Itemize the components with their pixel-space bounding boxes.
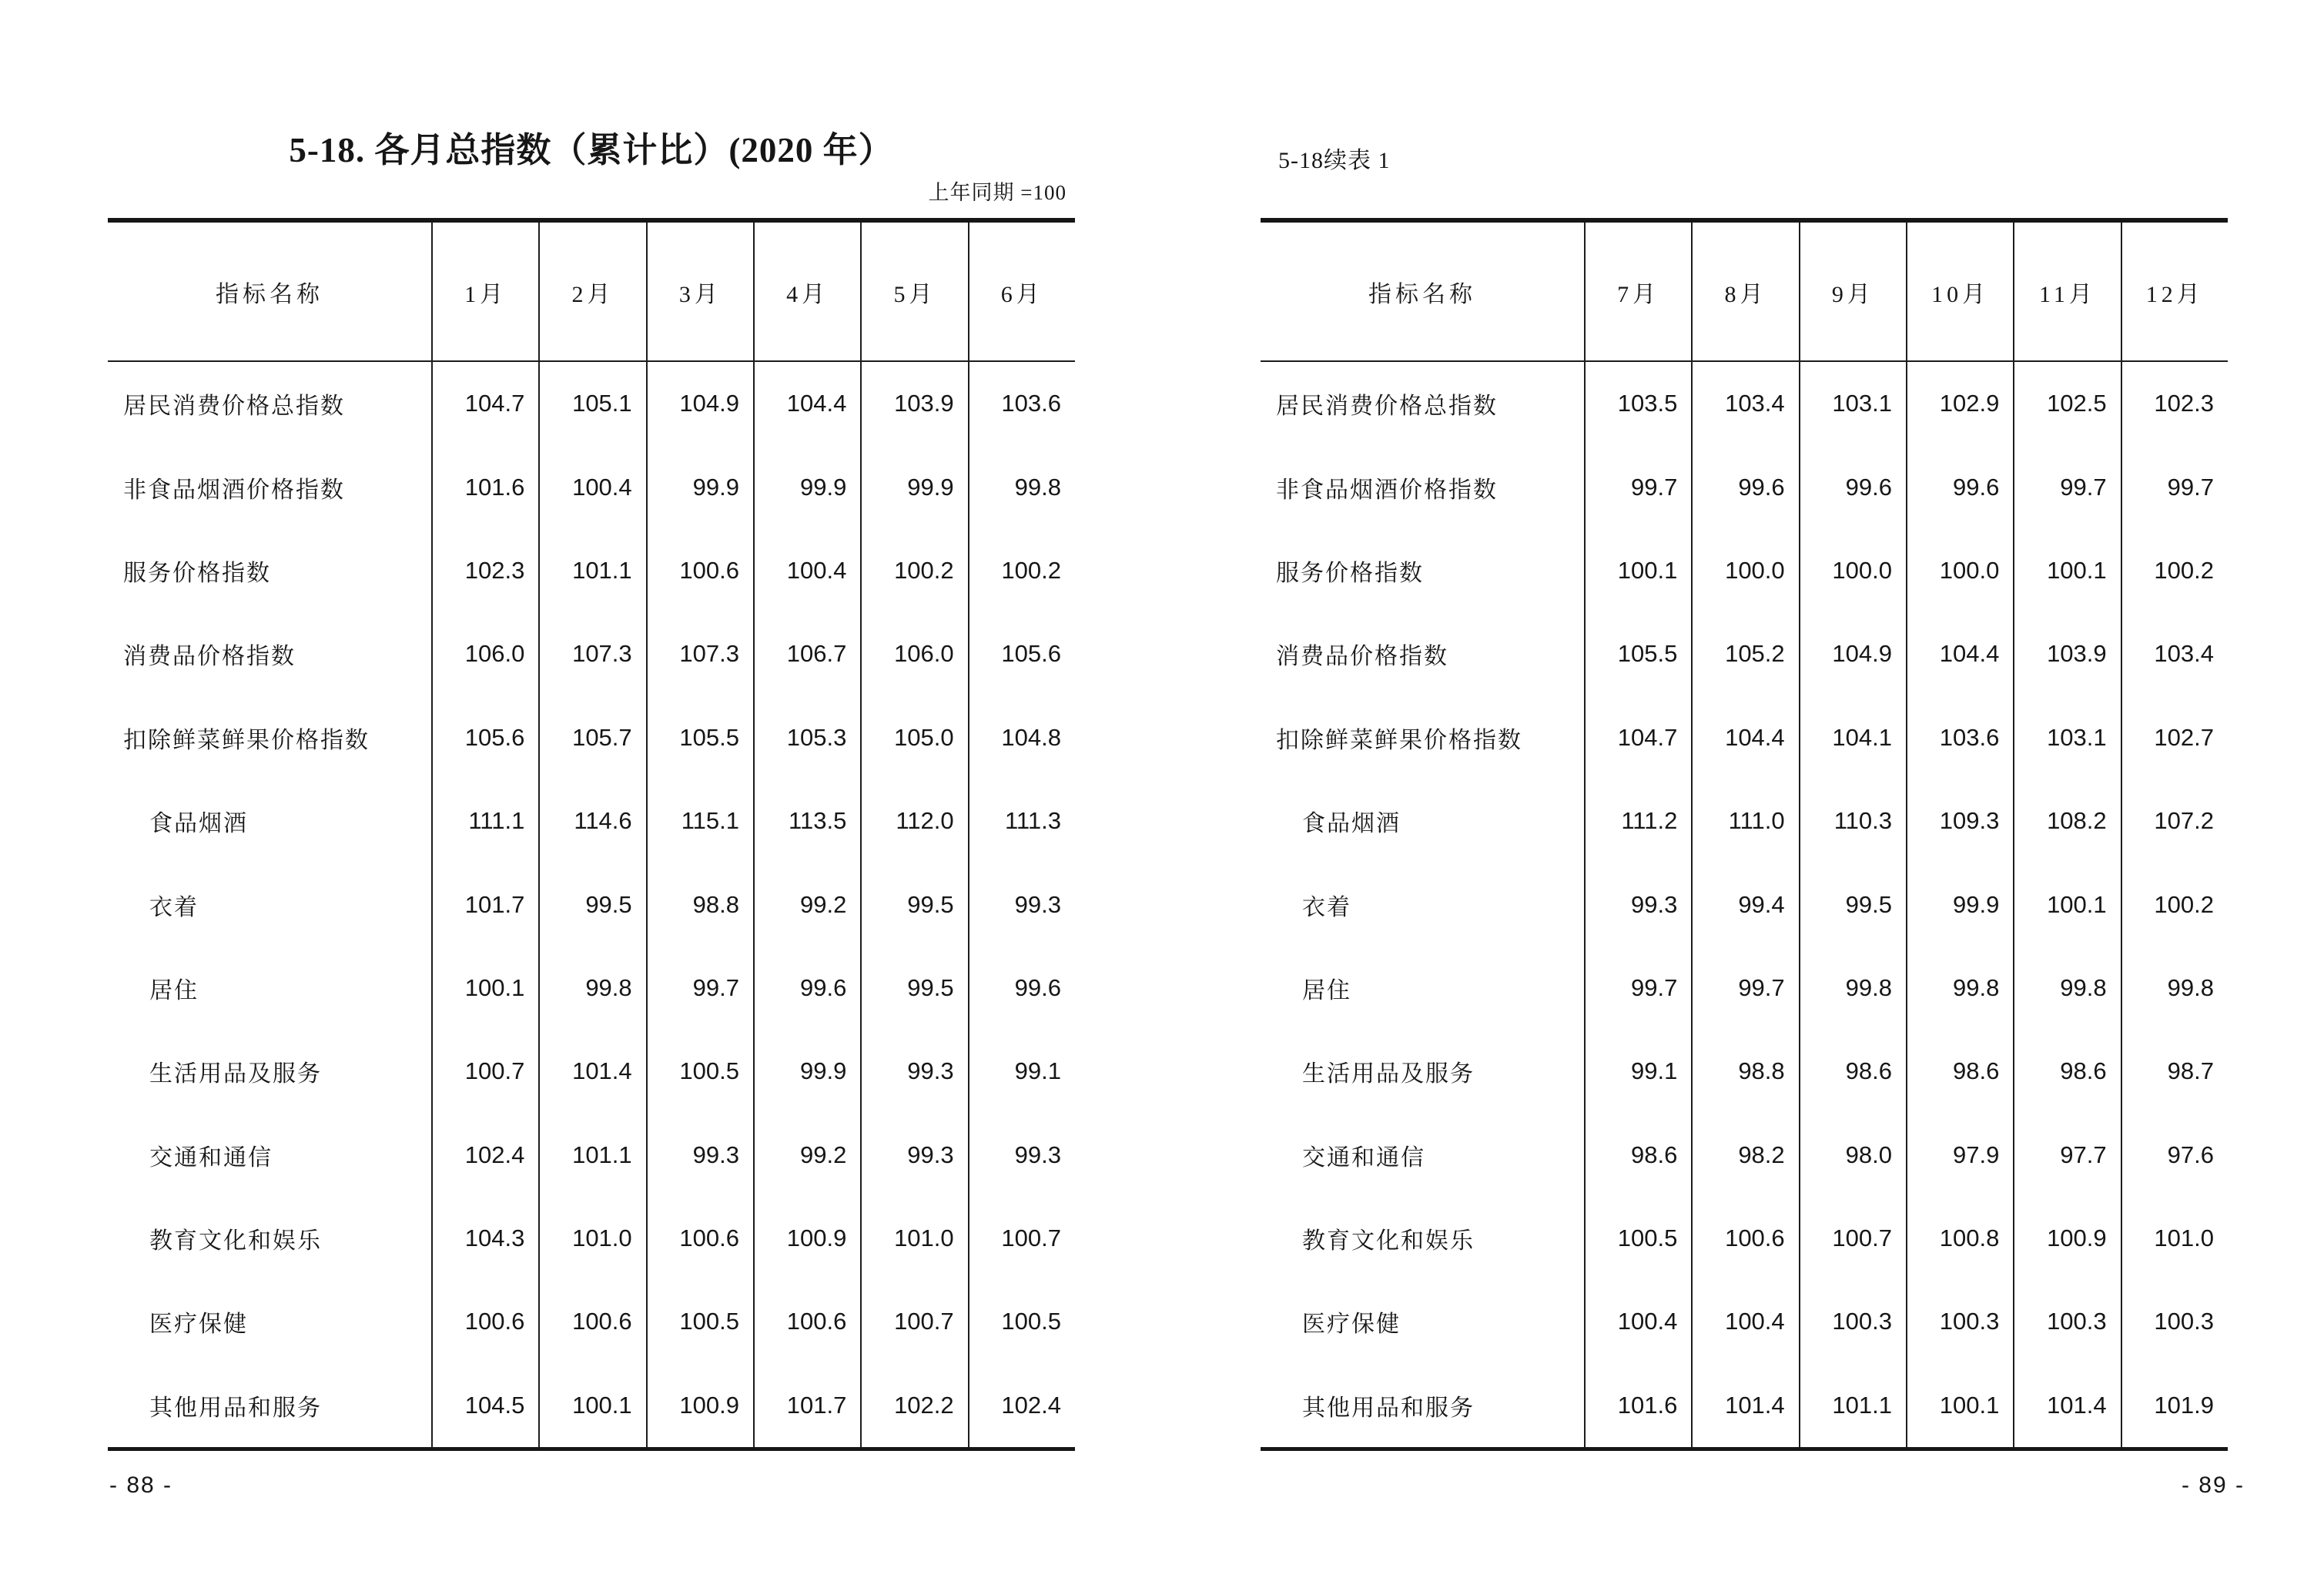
row-label: 食品烟酒	[149, 811, 248, 837]
value-cell: 100.7	[968, 1197, 1075, 1280]
value-cell: 100.1	[2013, 529, 2120, 612]
value-cell: 100.9	[646, 1364, 753, 1447]
value-cell: 98.0	[1799, 1114, 1906, 1197]
value-cell: 99.6	[1799, 445, 1906, 528]
value-cell: 105.1	[538, 362, 645, 445]
value-cell: 100.4	[538, 445, 645, 528]
column-header-indicator-name: 指标名称	[108, 223, 431, 362]
value-cell: 99.5	[860, 946, 967, 1030]
value-cell: 99.9	[753, 445, 860, 528]
value-cell: 102.2	[860, 1364, 967, 1447]
value-cell: 100.0	[1691, 529, 1798, 612]
value-cell: 101.9	[2121, 1364, 2228, 1447]
column-header-month-4: 4月	[753, 223, 860, 362]
value-cell: 99.8	[1799, 946, 1906, 1030]
column-header-indicator-name: 指标名称	[1261, 223, 1584, 362]
value-cell: 101.6	[1584, 1364, 1691, 1447]
row-label: 服务价格指数	[1276, 560, 1424, 586]
value-cell: 104.7	[431, 362, 538, 445]
value-cell: 105.3	[753, 696, 860, 779]
value-cell: 104.3	[431, 1197, 538, 1280]
value-cell: 98.6	[2013, 1030, 2120, 1113]
value-cell: 99.5	[860, 863, 967, 946]
value-cell: 99.9	[1906, 863, 2013, 946]
value-cell: 98.8	[1691, 1030, 1798, 1113]
value-cell: 111.2	[1584, 779, 1691, 863]
value-cell: 99.3	[860, 1114, 967, 1197]
row-label: 居民消费价格总指数	[1276, 394, 1498, 420]
value-cell: 100.4	[1691, 1280, 1798, 1363]
value-cell: 99.9	[860, 445, 967, 528]
value-cell: 107.3	[646, 612, 753, 695]
row-label: 居住	[149, 977, 199, 1003]
column-header-month-3: 3月	[646, 223, 753, 362]
value-cell: 99.2	[753, 1114, 860, 1197]
row-label: 医疗保健	[1302, 1312, 1401, 1338]
value-cell: 99.3	[968, 1114, 1075, 1197]
column-header-month-2: 2月	[538, 223, 645, 362]
row-label: 非食品烟酒价格指数	[1276, 477, 1498, 503]
value-cell: 100.3	[2121, 1280, 2228, 1363]
value-cell: 101.4	[2013, 1364, 2120, 1447]
value-cell: 99.8	[2013, 946, 2120, 1030]
value-cell: 99.7	[1584, 946, 1691, 1030]
value-cell: 101.7	[431, 863, 538, 946]
value-cell: 100.1	[2013, 863, 2120, 946]
value-cell: 98.6	[1584, 1114, 1691, 1197]
value-cell: 100.0	[1799, 529, 1906, 612]
value-cell: 102.5	[2013, 362, 2120, 445]
value-cell: 103.4	[2121, 612, 2228, 695]
value-cell: 101.4	[538, 1030, 645, 1113]
value-cell: 100.2	[2121, 529, 2228, 612]
value-cell: 100.2	[2121, 863, 2228, 946]
value-cell: 105.6	[431, 696, 538, 779]
column-header-month-1: 1月	[431, 223, 538, 362]
value-cell: 111.3	[968, 779, 1075, 863]
value-cell: 100.1	[538, 1364, 645, 1447]
value-cell: 99.7	[2013, 445, 2120, 528]
value-cell: 100.6	[538, 1280, 645, 1363]
value-cell: 101.1	[1799, 1364, 1906, 1447]
value-cell: 104.1	[1799, 696, 1906, 779]
value-cell: 98.6	[1906, 1030, 2013, 1113]
value-cell: 98.6	[1799, 1030, 1906, 1113]
value-cell: 99.6	[968, 946, 1075, 1030]
value-cell: 113.5	[753, 779, 860, 863]
row-label: 生活用品及服务	[149, 1061, 322, 1087]
value-cell: 105.5	[1584, 612, 1691, 695]
value-cell: 114.6	[538, 779, 645, 863]
value-cell: 101.1	[538, 1114, 645, 1197]
value-cell: 103.6	[1906, 696, 2013, 779]
value-cell: 99.9	[646, 445, 753, 528]
value-cell: 99.7	[1691, 946, 1798, 1030]
row-label: 扣除鲜菜鲜果价格指数	[1276, 727, 1522, 753]
row-label: 教育文化和娱乐	[1302, 1228, 1475, 1255]
row-label: 居住	[1302, 977, 1351, 1003]
value-cell: 99.5	[1799, 863, 1906, 946]
value-cell: 100.4	[1584, 1280, 1691, 1363]
value-cell: 103.1	[2013, 696, 2120, 779]
value-cell: 100.6	[753, 1280, 860, 1363]
value-cell: 99.9	[753, 1030, 860, 1113]
value-cell: 98.7	[2121, 1030, 2228, 1113]
value-cell: 100.0	[1906, 529, 2013, 612]
value-cell: 99.1	[1584, 1030, 1691, 1113]
value-cell: 103.4	[1691, 362, 1798, 445]
value-cell: 99.6	[753, 946, 860, 1030]
value-cell: 100.3	[1906, 1280, 2013, 1363]
value-cell: 99.5	[538, 863, 645, 946]
row-label: 衣着	[1302, 894, 1351, 920]
value-cell: 108.2	[2013, 779, 2120, 863]
value-cell: 100.7	[1799, 1197, 1906, 1280]
column-header-month-4: 10月	[1906, 223, 2013, 362]
value-cell: 99.3	[646, 1114, 753, 1197]
value-cell: 97.7	[2013, 1114, 2120, 1197]
value-cell: 98.8	[646, 863, 753, 946]
value-cell: 105.6	[968, 612, 1075, 695]
value-cell: 100.6	[646, 1197, 753, 1280]
row-label: 消费品价格指数	[123, 644, 296, 670]
value-cell: 99.7	[2121, 445, 2228, 528]
row-label: 消费品价格指数	[1276, 644, 1448, 670]
value-cell: 104.8	[968, 696, 1075, 779]
row-label: 交通和通信	[149, 1144, 273, 1171]
page-number-right: - 89 -	[2181, 1472, 2245, 1498]
row-label: 其他用品和服务	[149, 1395, 322, 1421]
value-cell: 99.2	[753, 863, 860, 946]
left-page-title: 5-18. 各月总指数（累计比）(2020 年）	[289, 131, 894, 169]
value-cell: 105.0	[860, 696, 967, 779]
value-cell: 115.1	[646, 779, 753, 863]
column-header-month-6: 6月	[968, 223, 1075, 362]
row-label: 衣着	[149, 894, 199, 920]
row-label: 生活用品及服务	[1302, 1061, 1475, 1087]
value-cell: 99.8	[2121, 946, 2228, 1030]
value-cell: 105.7	[538, 696, 645, 779]
column-header-month-3: 9月	[1799, 223, 1906, 362]
value-cell: 100.4	[753, 529, 860, 612]
value-cell: 101.7	[753, 1364, 860, 1447]
value-cell: 104.9	[646, 362, 753, 445]
column-header-month-6: 12月	[2121, 223, 2228, 362]
value-cell: 99.7	[1584, 445, 1691, 528]
value-cell: 100.9	[2013, 1197, 2120, 1280]
value-cell: 99.7	[646, 946, 753, 1030]
column-header-month-5: 11月	[2013, 223, 2120, 362]
value-cell: 100.5	[968, 1280, 1075, 1363]
value-cell: 101.0	[538, 1197, 645, 1280]
column-header-month-5: 5月	[860, 223, 967, 362]
value-cell: 103.1	[1799, 362, 1906, 445]
value-cell: 104.7	[1584, 696, 1691, 779]
value-cell: 99.3	[1584, 863, 1691, 946]
value-cell: 106.0	[431, 612, 538, 695]
value-cell: 101.0	[860, 1197, 967, 1280]
value-cell: 104.4	[753, 362, 860, 445]
row-label: 居民消费价格总指数	[123, 394, 345, 420]
value-cell: 100.3	[2013, 1280, 2120, 1363]
row-label: 交通和通信	[1302, 1144, 1425, 1171]
value-cell: 104.5	[431, 1364, 538, 1447]
value-cell: 99.3	[968, 863, 1075, 946]
unit-note: 上年同期 =100	[928, 181, 1067, 204]
value-cell: 105.5	[646, 696, 753, 779]
value-cell: 102.9	[1906, 362, 2013, 445]
value-cell: 101.0	[2121, 1197, 2228, 1280]
value-cell: 104.9	[1799, 612, 1906, 695]
value-cell: 100.6	[1691, 1197, 1798, 1280]
value-cell: 110.3	[1799, 779, 1906, 863]
value-cell: 100.1	[1906, 1364, 2013, 1447]
value-cell: 99.8	[1906, 946, 2013, 1030]
value-cell: 103.5	[1584, 362, 1691, 445]
monthly-index-table-jul-dec	[1261, 218, 2228, 1451]
column-header-month-1: 7月	[1584, 223, 1691, 362]
value-cell: 99.1	[968, 1030, 1075, 1113]
row-label: 其他用品和服务	[1302, 1395, 1475, 1421]
value-cell: 101.1	[538, 529, 645, 612]
value-cell: 100.5	[646, 1030, 753, 1113]
value-cell: 101.4	[1691, 1364, 1798, 1447]
value-cell: 100.6	[431, 1280, 538, 1363]
value-cell: 103.6	[968, 362, 1075, 445]
value-cell: 100.2	[860, 529, 967, 612]
value-cell: 100.7	[860, 1280, 967, 1363]
value-cell: 102.3	[2121, 362, 2228, 445]
value-cell: 99.3	[860, 1030, 967, 1113]
value-cell: 98.2	[1691, 1114, 1798, 1197]
value-cell: 107.3	[538, 612, 645, 695]
value-cell: 105.2	[1691, 612, 1798, 695]
value-cell: 100.3	[1799, 1280, 1906, 1363]
value-cell: 102.7	[2121, 696, 2228, 779]
row-label: 非食品烟酒价格指数	[123, 477, 345, 503]
value-cell: 111.0	[1691, 779, 1798, 863]
value-cell: 97.9	[1906, 1114, 2013, 1197]
row-label: 扣除鲜菜鲜果价格指数	[123, 727, 370, 753]
value-cell: 97.6	[2121, 1114, 2228, 1197]
value-cell: 100.5	[1584, 1197, 1691, 1280]
value-cell: 104.4	[1906, 612, 2013, 695]
value-cell: 100.8	[1906, 1197, 2013, 1280]
value-cell: 103.9	[2013, 612, 2120, 695]
value-cell: 100.7	[431, 1030, 538, 1113]
value-cell: 103.9	[860, 362, 967, 445]
value-cell: 99.6	[1691, 445, 1798, 528]
value-cell: 99.6	[1906, 445, 2013, 528]
column-header-month-2: 8月	[1691, 223, 1798, 362]
value-cell: 100.5	[646, 1280, 753, 1363]
row-label: 食品烟酒	[1302, 811, 1401, 837]
row-label: 医疗保健	[149, 1312, 248, 1338]
value-cell: 102.3	[431, 529, 538, 612]
value-cell: 99.4	[1691, 863, 1798, 946]
value-cell: 109.3	[1906, 779, 2013, 863]
row-label: 服务价格指数	[123, 560, 271, 586]
value-cell: 112.0	[860, 779, 967, 863]
value-cell: 104.4	[1691, 696, 1798, 779]
value-cell: 102.4	[968, 1364, 1075, 1447]
page-number-left: - 88 -	[109, 1472, 173, 1498]
monthly-index-table-jan-jun	[108, 218, 1075, 1451]
value-cell: 100.1	[431, 946, 538, 1030]
value-cell: 100.2	[968, 529, 1075, 612]
value-cell: 106.7	[753, 612, 860, 695]
value-cell: 106.0	[860, 612, 967, 695]
value-cell: 100.6	[646, 529, 753, 612]
value-cell: 100.1	[1584, 529, 1691, 612]
value-cell: 102.4	[431, 1114, 538, 1197]
row-label: 教育文化和娱乐	[149, 1228, 322, 1255]
value-cell: 99.8	[538, 946, 645, 1030]
value-cell: 99.8	[968, 445, 1075, 528]
right-page-continuation-title: 5-18续表 1	[1278, 148, 1391, 173]
value-cell: 101.6	[431, 445, 538, 528]
value-cell: 100.9	[753, 1197, 860, 1280]
value-cell: 107.2	[2121, 779, 2228, 863]
value-cell: 111.1	[431, 779, 538, 863]
